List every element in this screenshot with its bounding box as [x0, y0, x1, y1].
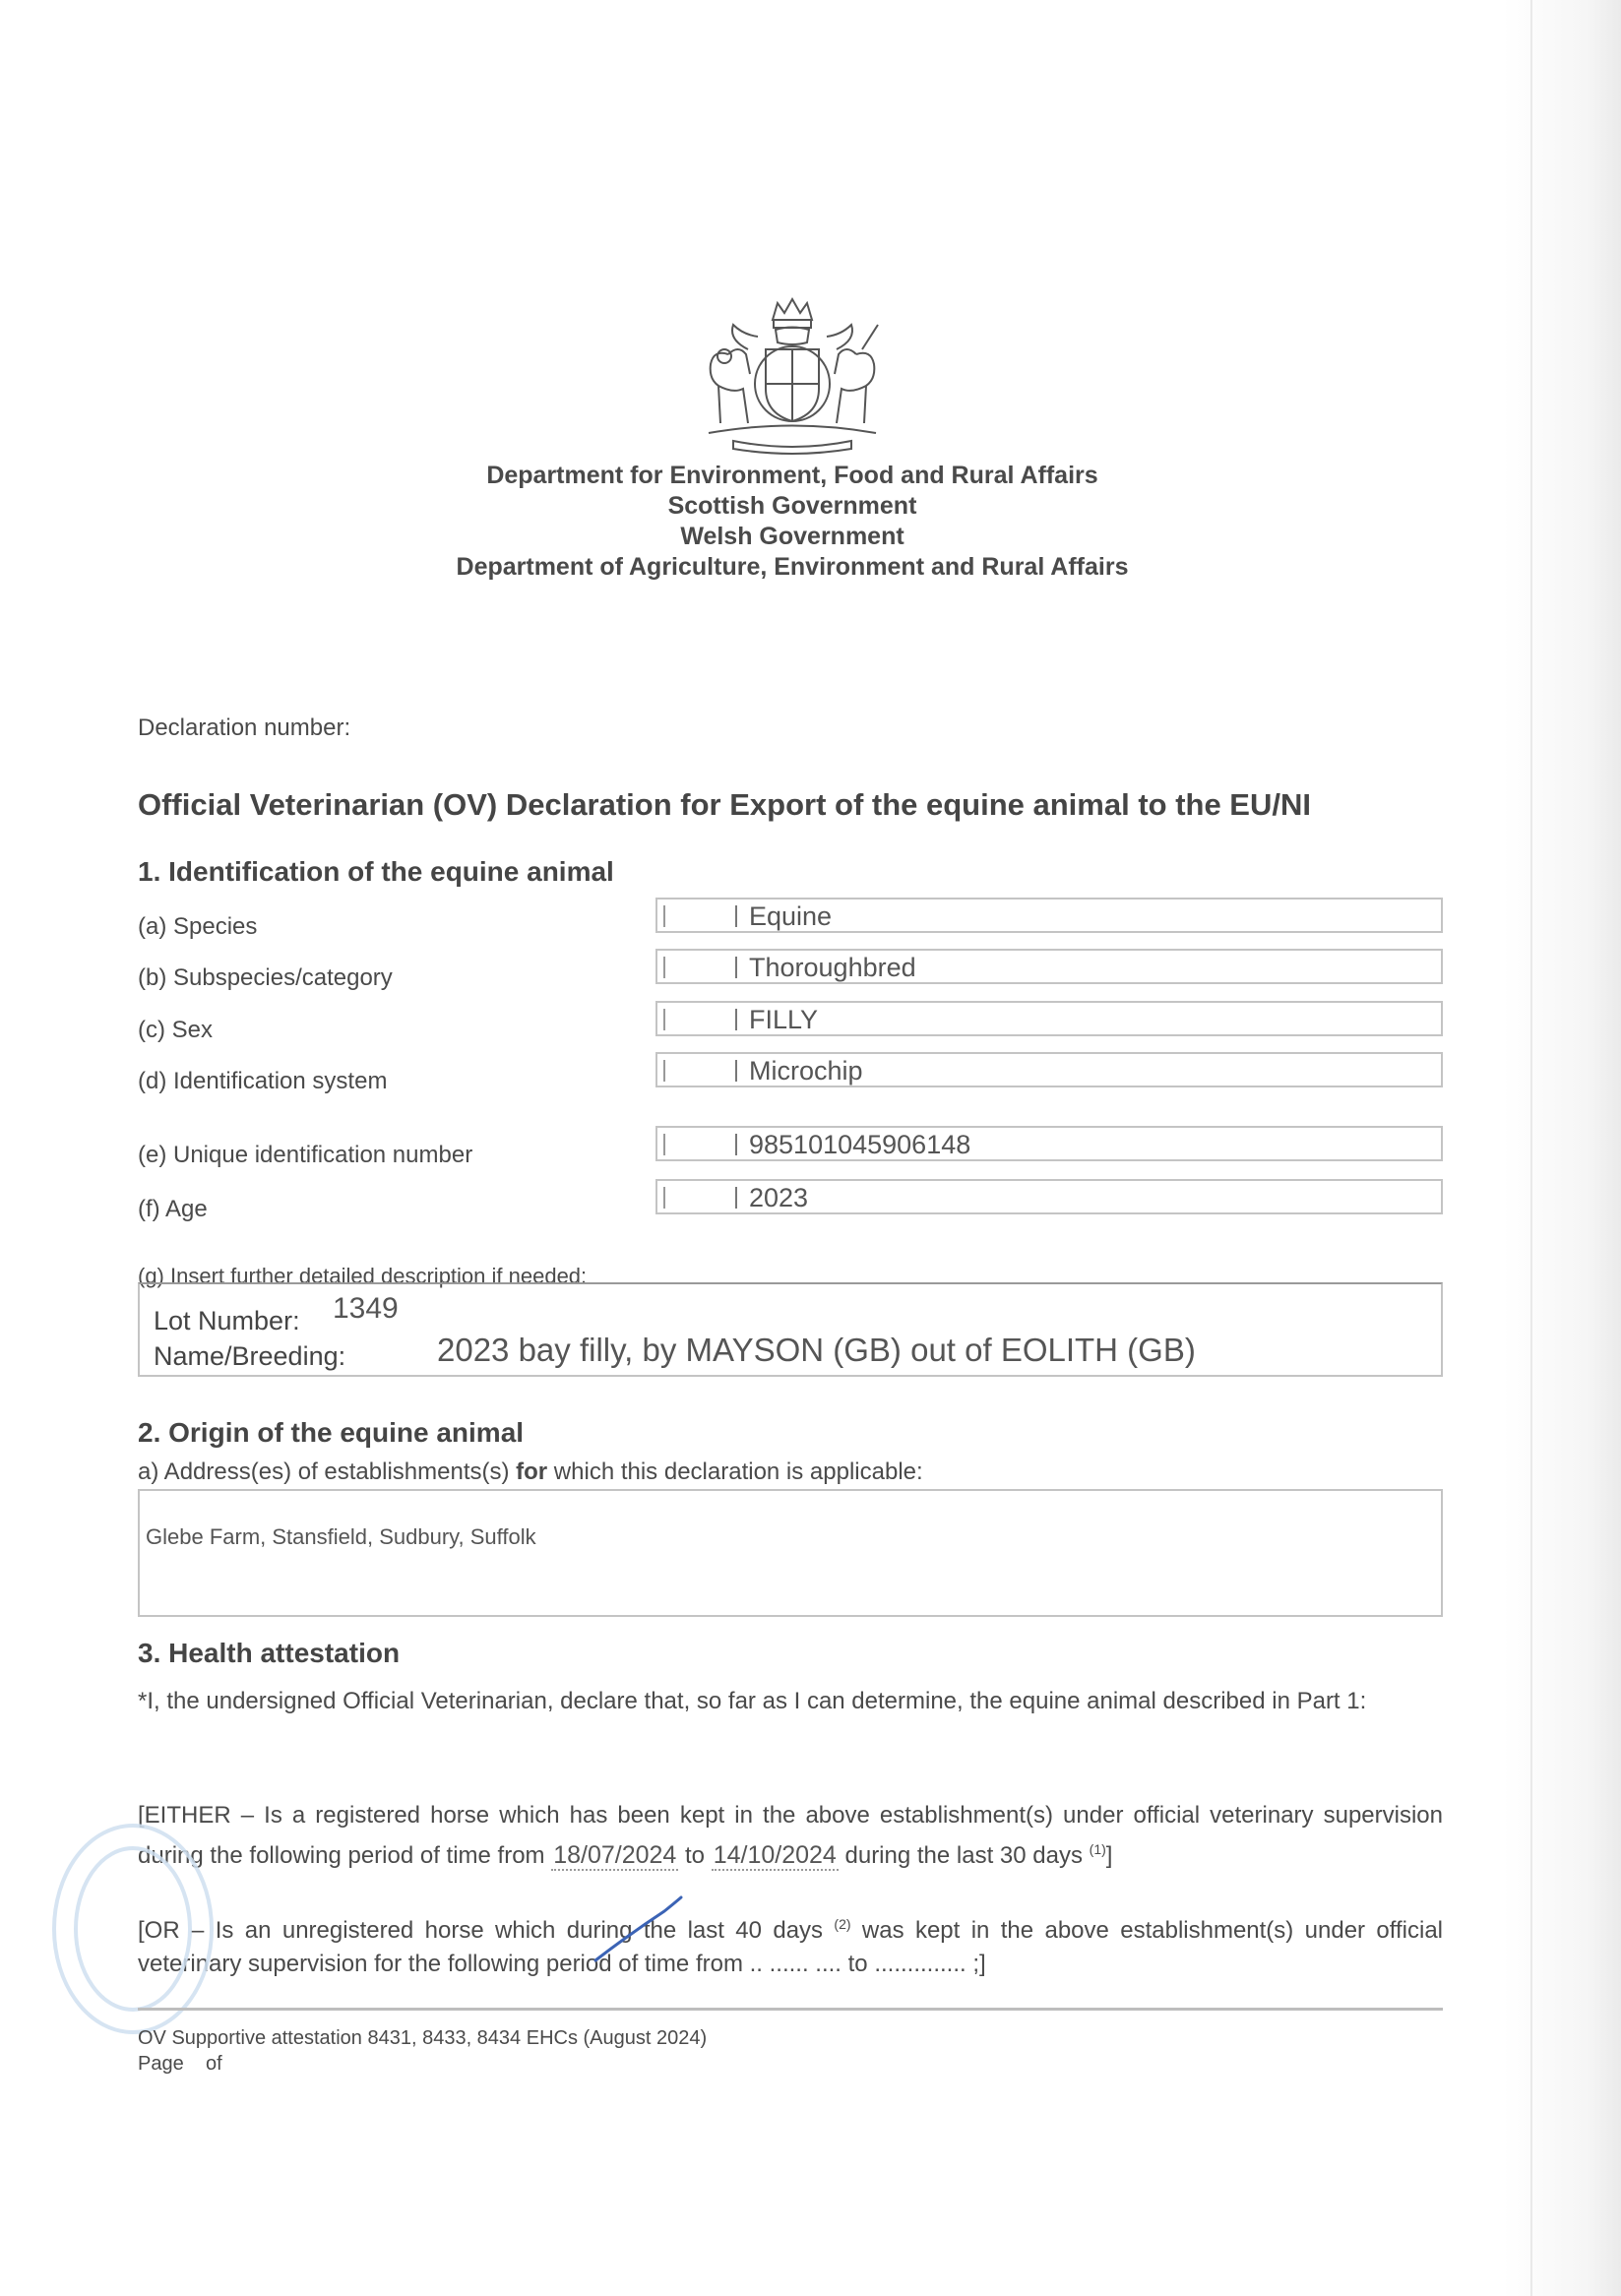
- species-label: (a) Species: [138, 913, 258, 940]
- name-breeding-value: 2023 bay filly, by MAYSON (GB) out of EOLITH (GB): [437, 1332, 1196, 1368]
- either-clause-text: [EITHER – Is a registered horse which has been kept in the above establishment(s) under official veterinary supervision during the following period of time from: [138, 1802, 1443, 1869]
- issuing-authorities: [374, 461, 1211, 583]
- scan-edge-shadow: [1503, 0, 1621, 2296]
- sex-value: FILLY: [749, 1005, 819, 1034]
- page-label: Page: [138, 2053, 184, 2075]
- address-label-start: a) Address(es) of establishments(s): [138, 1458, 517, 1485]
- field-marker: [663, 1060, 665, 1082]
- footer-reference: OV Supportive attestation 8431, 8433, 8434 EHCs (August 2024): [138, 2027, 708, 2049]
- field-cursor: [735, 1060, 737, 1082]
- or-clause-tail: was kept in the above establishment(s) under official veterinary supervision for the following period of time from .. ...... .... to .............. ;]: [138, 1917, 1443, 1977]
- royal-coat-of-arms-icon: [689, 295, 896, 458]
- field-cursor: [735, 905, 737, 927]
- address-label-end: which this declaration is applicable:: [547, 1458, 923, 1485]
- identification-system-label: (d) Identification system: [138, 1068, 388, 1094]
- or-clause-text: [OR – Is an unregistered horse which during the last 40 days: [138, 1917, 835, 1944]
- or-clause: [138, 1907, 1443, 1981]
- page-number: [138, 2053, 222, 2076]
- field-marker: [663, 1009, 665, 1030]
- field-marker: [663, 1134, 665, 1155]
- authority-line: Welsh Government: [680, 523, 904, 550]
- declaration-number-label: Declaration number:: [138, 714, 351, 741]
- either-from-date: 18/07/2024: [553, 1841, 677, 1869]
- authority-line: Department for Environment, Food and Rural Affairs: [486, 462, 1098, 489]
- lot-number-value: 1349: [333, 1292, 399, 1325]
- unique-id-value: 985101045906148: [749, 1130, 971, 1159]
- either-to-word: to: [678, 1842, 712, 1869]
- footer-divider: [138, 2008, 1443, 2011]
- either-clause: [138, 1799, 1443, 1873]
- species-value: Equine: [749, 901, 833, 931]
- field-cursor: [735, 1134, 737, 1155]
- section-2-heading: 2. Origin of the equine animal: [138, 1417, 525, 1448]
- official-stamp-icon: [39, 1811, 226, 2047]
- health-attestation-intro: *I, the undersigned Official Veterinarian, declare that, so far as I can determine, the equine animal described in Part 1:: [138, 1688, 1367, 1714]
- name-breeding-label: Name/Breeding:: [154, 1341, 346, 1371]
- identification-system-value: Microchip: [749, 1056, 863, 1086]
- subspecies-label: (b) Subspecies/category: [138, 964, 393, 991]
- further-description-label: (g) Insert further detailed description if needed:: [138, 1264, 588, 1288]
- either-clause-close: ]: [1105, 1842, 1113, 1869]
- either-clause-tail: during the last 30 days: [838, 1842, 1090, 1869]
- field-marker: [663, 1187, 665, 1209]
- field-marker: [663, 905, 665, 927]
- subspecies-value: Thoroughbred: [749, 953, 916, 982]
- field-marker: [663, 957, 665, 978]
- authority-line: Scottish Government: [667, 492, 917, 520]
- footnote-ref-2: (2): [834, 1916, 851, 1932]
- page-title: Official Veterinarian (OV) Declaration for Export of the equine animal to the EU/NI: [138, 787, 1311, 822]
- section-1-heading: 1. Identification of the equine animal: [138, 856, 614, 887]
- field-cursor: [735, 1187, 737, 1209]
- origin-address-value: Glebe Farm, Stansfield, Sudbury, Suffolk: [146, 1524, 536, 1549]
- handwritten-strike-mark: [571, 1890, 709, 1968]
- field-cursor: [735, 1009, 737, 1030]
- field-cursor: [735, 957, 737, 978]
- footnote-ref-1: (1): [1089, 1841, 1106, 1857]
- identification-system-field[interactable]: [655, 1052, 1443, 1087]
- age-value: 2023: [749, 1183, 809, 1212]
- age-label: (f) Age: [138, 1196, 208, 1222]
- species-field[interactable]: [655, 898, 1443, 933]
- age-field[interactable]: [655, 1179, 1443, 1214]
- unique-id-label: (e) Unique identification number: [138, 1142, 473, 1168]
- scan-edge-line: [1530, 0, 1532, 2296]
- lot-number-label: Lot Number:: [154, 1306, 300, 1335]
- sex-field[interactable]: [655, 1001, 1443, 1036]
- of-label: of: [205, 2053, 222, 2075]
- section-3-heading: 3. Health attestation: [138, 1638, 401, 1668]
- unique-id-field[interactable]: [655, 1126, 1443, 1161]
- origin-address-field[interactable]: [138, 1489, 1443, 1617]
- subspecies-field[interactable]: [655, 949, 1443, 984]
- sex-label: (c) Sex: [138, 1017, 214, 1043]
- further-description-field[interactable]: [138, 1282, 1443, 1377]
- either-to-date: 14/10/2024: [713, 1841, 837, 1869]
- authority-line: Department of Agriculture, Environment and Rural Affairs: [456, 553, 1129, 581]
- address-label: [138, 1458, 923, 1486]
- address-label-bold: for: [516, 1458, 548, 1485]
